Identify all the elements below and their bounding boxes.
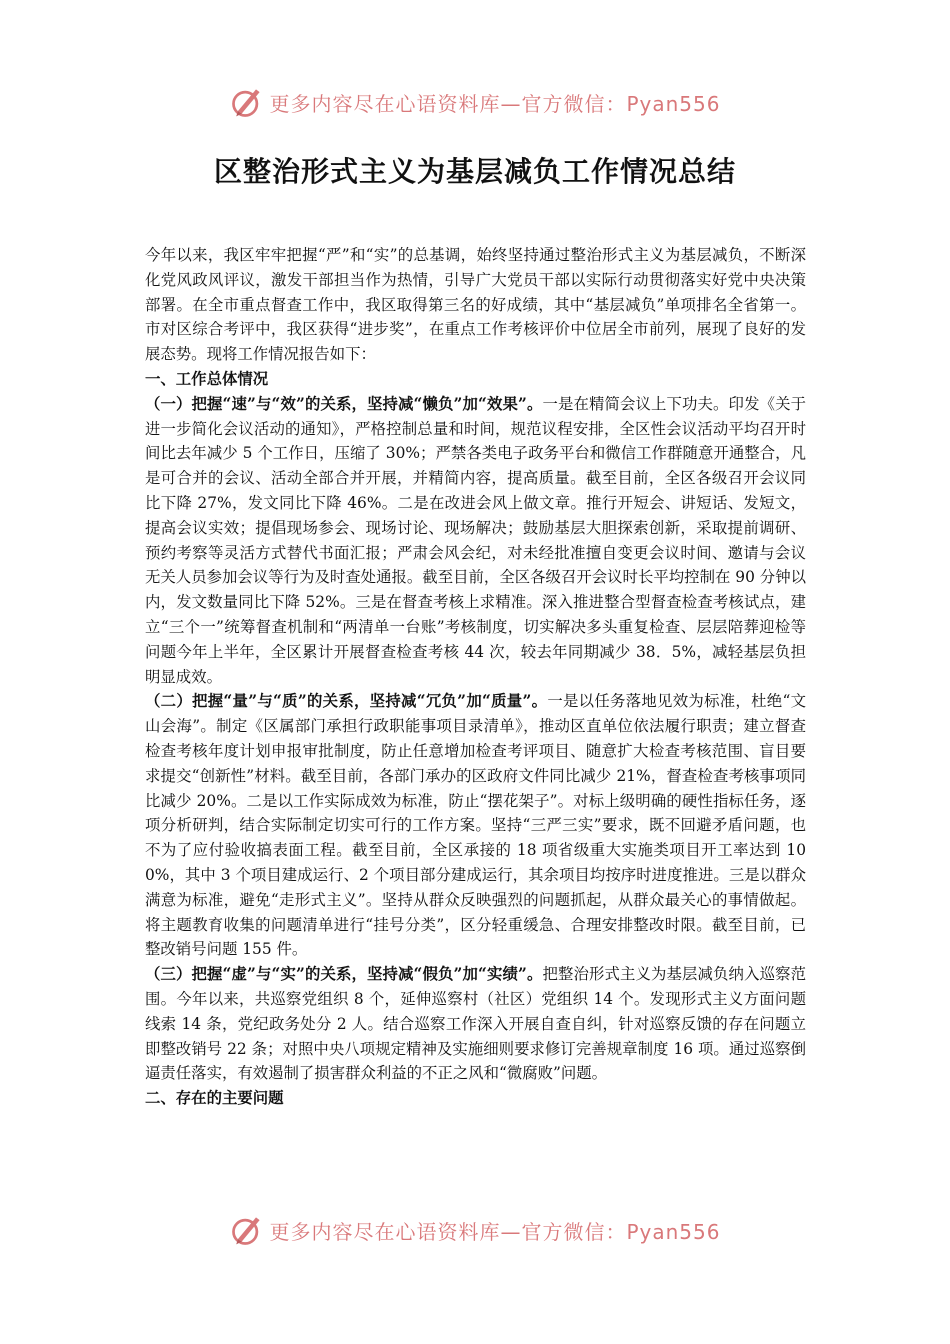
paragraph-3-lead: （三）把握“虚”与“实”的关系，坚持减“假负”加“实绩”。 (145, 965, 543, 984)
paragraph-1-lead: （一）把握“速”与“效”的关系，坚持减“懒负”加“效果”。 (145, 394, 543, 413)
watermark-text: 更多内容尽在心语资料库—官方微信：Pyan556 (269, 91, 721, 116)
paragraph-3-body: 把整治形式主义为基层减负纳入巡察范围。今年以来，共巡察党组织 8 个，延伸巡察村（社区）党组织 14 个。发现形式主义方面问题线索 14 条，党纪政务处分 2 人。结合巡察工作深入开展自查自纠，针对巡察反馈的存在问题立即整改销号 22 条；对照中央八项规定精神及实施细则要求修订完善规章制度 16 项。通过巡察倒逼责任落实，有效遏制了损害群众利益的不正之风和“微腐败”问题。 (145, 965, 806, 1083)
pen-logo-icon (229, 84, 265, 120)
paragraph-3 (145, 962, 806, 1086)
paragraph-2-body: 一是以任务落地见效为标准，杜绝“文山会海”。制定《区属部门承担行政职能事项目录清单》，推动区直单位依法履行职责；建立督查检查考核年度计划申报审批制度，防止任意增加检查考评项目、随意扩大检查考核范围、盲目要求提交“创新性”材料。截至目前，各部门承办的区政府文件同比减少 21%，督查检查考核事项同比减少 20%。二是以工作实际成效为标准，防止“摆花架子”。对标上级明确的硬性指标任务，逐项分析研判，结合实际制定切实可行的工作方案。坚持“三严三实”要求，既不回避矛盾问题，也不为了应付验收搞表面工程。截至目前，全区承接的 18 项省级重大实施类项目开工率达到 100%，其中 3 个项目建成运行、2 个项目部分建成运行，其余项目均按序时进度推进。三是以群众满意为标准，避免“走形式主义”。坚持从群众反映强烈的问题抓起，从群众最关心的事情做起。将主题教育收集的问题清单进行“挂号分类”，区分轻重缓急、合理安排整改时限。截至目前，已整改销号问题 155 件。 (145, 692, 806, 959)
footer-watermark-banner (0, 1210, 950, 1250)
paragraph-1 (145, 392, 806, 690)
section-heading-1: 一、工作总体情况 (145, 369, 269, 388)
document-body (145, 243, 806, 1111)
document-title: 区整治形式主义为基层减负工作情况总结 (213, 155, 736, 188)
paragraph-2 (145, 689, 806, 962)
watermark-text: 更多内容尽在心语资料库—官方微信：Pyan556 (269, 1219, 721, 1244)
intro-paragraph: 今年以来，我区牢牢把握“严”和“实”的总基调，始终坚持通过整治形式主义为基层减负，不断深化党风政风评议，激发干部担当作为热情，引导广大党员干部以实际行动贯彻落实好党中央决策部署。在全市重点督查工作中，我区取得第三名的好成绩，其中“基层减负”单项排名全省第一。市对区综合考评中，我区获得“进步奖”，在重点工作考核评价中位居全市前列，展现了良好的发展态势。现将工作情况报告如下： (145, 246, 806, 364)
section-heading-2: 二、存在的主要问题 (145, 1089, 284, 1108)
header-watermark-banner (0, 82, 950, 122)
paragraph-1-body: 一是在精简会议上下功夫。印发《关于进一步简化会议活动的通知》，严格控制总量和时间，规范议程安排，全区性会议活动平均召开时间比去年减少 5 个工作日，压缩了 30%；严禁各类电子政务平台和微信工作群随意开通整合，凡是可合并的会议、活动全部合并开展，并精简内容，提高质量。截至目前，全区各级召开会议同比下降 27%，发文同比下降 46%。二是在改进会风上做文章。推行开短会、讲短话、发短文，提高会议实效；提倡现场参会、现场讨论、现场解决；鼓励基层大胆探索创新，采取提前调研、预约考察等灵活方式替代书面汇报；严肃会风会纪，对未经批准擅自变更会议时间、邀请与会议无关人员参加会议等行为及时查处通报。截至目前，全区各级召开会议时长平均控制在 90 分钟以内，发文数量同比下降 52%。三是在督查考核上求精准。深入推进整合型督查检查考核试点，建立“三个一”统筹督查机制和“两清单一台账”考核制度，切实解决多头重复检查、层层陪葬迎检等问题今年上半年，全区累计开展督查检查考核 44 次，较去年同期减少 38．5%，减轻基层负担明显成效。 (145, 394, 806, 686)
pen-logo-icon (229, 1212, 265, 1248)
paragraph-2-lead: （二）把握“量”与“质”的关系，坚持减“冗负”加“质量”。 (145, 692, 548, 711)
